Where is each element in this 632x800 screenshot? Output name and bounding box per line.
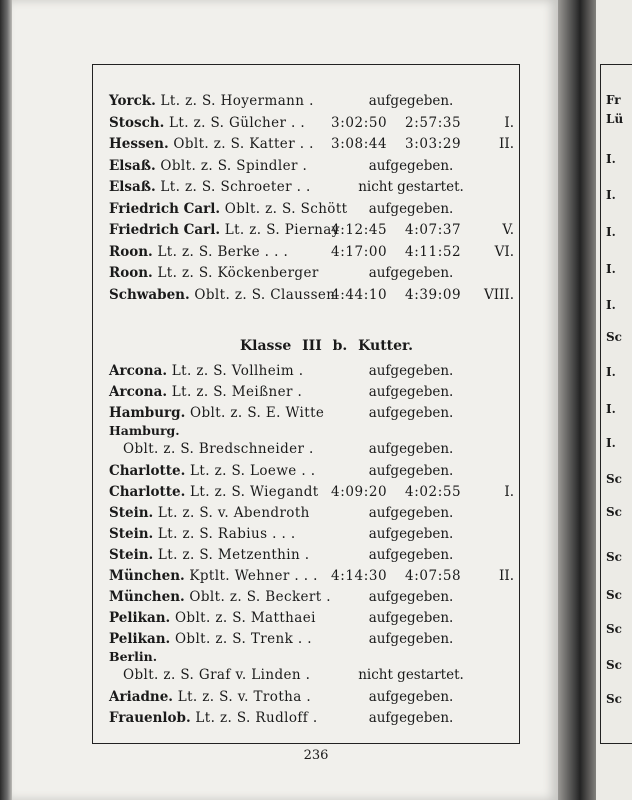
result-row bbox=[109, 262, 519, 284]
officer-name: Oblt. z. S. Claussen bbox=[189, 286, 336, 303]
officer-name: Oblt. z. S. Katter . . bbox=[168, 136, 314, 152]
placing: VI. bbox=[494, 243, 514, 260]
ship-name: Friedrich Carl. bbox=[109, 222, 221, 238]
ship-name: Pelikan. bbox=[109, 610, 171, 626]
right-page-fragment: I. bbox=[606, 436, 616, 450]
right-page-fragment: I. bbox=[606, 402, 616, 416]
ship-name: Arcona. bbox=[109, 363, 168, 379]
result-status: aufgegeben. bbox=[368, 505, 454, 521]
officer-name: Lt. z. S. Rabius . . . bbox=[153, 526, 296, 542]
officer-name: Lt. z. S. Meißner . bbox=[167, 384, 303, 400]
ship-name: Hamburg. bbox=[109, 405, 186, 421]
result-row bbox=[109, 628, 519, 650]
book-spine-left bbox=[0, 0, 12, 800]
result-row bbox=[109, 686, 519, 708]
ship-name: Friedrich Carl. bbox=[109, 200, 221, 217]
officer-name: Oblt. z. S. Bredschneider . bbox=[123, 441, 314, 457]
ship-name: München. bbox=[109, 589, 185, 605]
result-row bbox=[109, 155, 519, 177]
ship-name: Arcona. bbox=[109, 384, 168, 400]
officer-name: Lt. z. S. v. Abendroth bbox=[153, 505, 310, 521]
page-number: 236 bbox=[303, 748, 329, 763]
result-row bbox=[109, 523, 519, 545]
right-page-fragment: I. bbox=[606, 152, 616, 166]
officer-name: Lt. z. S. Metzenthin . bbox=[153, 547, 310, 563]
corrected-time: 4:02:55 bbox=[405, 484, 462, 500]
ship-name: Elsaß. bbox=[109, 157, 156, 174]
result-row bbox=[109, 502, 519, 524]
right-page-fragment: I. bbox=[606, 298, 616, 312]
result-row bbox=[109, 460, 519, 482]
book-gutter bbox=[558, 0, 598, 800]
officer-name: Lt. z. S. v. Trotha . bbox=[173, 689, 312, 705]
officer-name: Oblt. z. S. E. Witte bbox=[185, 405, 325, 421]
result-status: aufgegeben. bbox=[368, 710, 454, 726]
right-page-fragment: Fr bbox=[606, 93, 621, 107]
ship-name: Stosch. bbox=[109, 114, 165, 131]
result-status: aufgegeben. bbox=[368, 157, 454, 174]
right-page-fragment: I. bbox=[606, 188, 616, 202]
result-row bbox=[109, 607, 519, 629]
result-row bbox=[109, 360, 519, 382]
ship-name: Berlin. bbox=[109, 649, 158, 664]
result-row bbox=[109, 586, 519, 608]
right-page-fragment: Sc bbox=[606, 692, 622, 706]
ship-name: Yorck. bbox=[109, 93, 156, 109]
right-page-fragment: I. bbox=[606, 262, 616, 276]
result-status: nicht gestartet. bbox=[358, 179, 464, 195]
elapsed-time: 4:44:10 bbox=[331, 286, 388, 303]
ship-name: Roon. bbox=[109, 243, 153, 260]
elapsed-time: 4:09:20 bbox=[331, 484, 388, 500]
right-page-frame bbox=[600, 64, 632, 744]
result-row bbox=[109, 133, 519, 155]
right-page-fragment: Lü bbox=[606, 112, 624, 126]
corrected-time: 4:11:52 bbox=[405, 243, 462, 260]
right-page-fragment: I. bbox=[606, 365, 616, 379]
officer-name: Lt. z. S. Berke . . . bbox=[152, 243, 289, 260]
elapsed-time: 3:08:44 bbox=[331, 136, 388, 152]
elapsed-time: 3:02:50 bbox=[331, 114, 388, 131]
result-row bbox=[109, 90, 519, 112]
result-status: aufgegeben. bbox=[368, 631, 454, 647]
result-status: aufgegeben. bbox=[368, 384, 454, 400]
result-row bbox=[109, 402, 519, 424]
ship-name: Schwaben. bbox=[109, 286, 190, 303]
elapsed-time: 4:17:00 bbox=[331, 243, 388, 260]
ship-name: Frauenlob. bbox=[109, 710, 191, 726]
officer-name: Oblt. z. S. Trenk . . bbox=[170, 631, 312, 647]
result-row bbox=[109, 284, 519, 306]
officer-name: Oblt. z. S. Schött bbox=[220, 200, 348, 217]
corrected-time: 2:57:35 bbox=[405, 114, 462, 131]
right-page-fragment: Sc bbox=[606, 550, 622, 564]
result-status: aufgegeben. bbox=[368, 265, 454, 281]
result-status: aufgegeben. bbox=[368, 610, 454, 626]
ship-name: Elsaß. bbox=[109, 179, 156, 195]
right-page-fragment: Sc bbox=[606, 472, 622, 486]
corrected-time: 4:07:37 bbox=[405, 222, 462, 238]
officer-name: Lt. z. S. Piernay bbox=[220, 222, 340, 238]
result-row bbox=[109, 650, 519, 686]
result-row bbox=[109, 176, 519, 198]
result-status: aufgegeben. bbox=[368, 93, 454, 109]
right-page-fragment: Sc bbox=[606, 505, 622, 519]
section-heading: Klasse III b. Kutter. bbox=[240, 338, 414, 354]
ship-name: Stein. bbox=[109, 526, 154, 542]
officer-name: Lt. z. S. Loewe . . bbox=[185, 463, 316, 479]
officer-name: Oblt. z. S. Matthaei bbox=[170, 610, 316, 626]
officer-name: Kptlt. Wehner . . . bbox=[184, 568, 318, 584]
result-status: aufgegeben. bbox=[368, 526, 454, 542]
result-status: aufgegeben. bbox=[368, 689, 454, 705]
officer-name: Lt. z. S. Wiegandt bbox=[185, 484, 319, 500]
ship-name: Stein. bbox=[109, 547, 154, 563]
result-row bbox=[109, 219, 519, 241]
corrected-time: 4:39:09 bbox=[405, 286, 462, 303]
officer-name: Lt. z. S. Rudloff . bbox=[190, 710, 318, 726]
result-status: aufgegeben. bbox=[368, 441, 454, 457]
right-page-fragment: Sc bbox=[606, 622, 622, 636]
elapsed-time: 4:12:45 bbox=[331, 222, 388, 238]
elapsed-time: 4:14:30 bbox=[331, 568, 388, 584]
result-row bbox=[109, 381, 519, 403]
officer-name: Oblt. z. S. Spindler . bbox=[155, 157, 308, 174]
result-status: aufgegeben. bbox=[368, 405, 454, 421]
ship-name: Hessen. bbox=[109, 136, 169, 152]
result-row bbox=[109, 198, 519, 220]
result-row bbox=[109, 241, 519, 263]
result-status: aufgegeben. bbox=[368, 547, 454, 563]
officer-name: Lt. z. S. Gülcher . . bbox=[164, 114, 306, 131]
result-row bbox=[109, 707, 519, 729]
ship-name: Pelikan. bbox=[109, 631, 171, 647]
ship-name: Charlotte. bbox=[109, 463, 186, 479]
result-row bbox=[109, 565, 519, 587]
ship-name: Charlotte. bbox=[109, 484, 186, 500]
result-status: nicht gestartet. bbox=[358, 667, 464, 683]
ship-name: Ariadne. bbox=[109, 689, 174, 705]
officer-name: Oblt. z. S. Beckert . bbox=[184, 589, 331, 605]
placing: II. bbox=[499, 136, 514, 152]
officer-name: Lt. z. S. Vollheim . bbox=[167, 363, 304, 379]
result-status: aufgegeben. bbox=[368, 363, 454, 379]
corrected-time: 3:03:29 bbox=[405, 136, 462, 152]
ship-name: Stein. bbox=[109, 505, 154, 521]
right-page-fragment: Sc bbox=[606, 330, 622, 344]
placing: I. bbox=[504, 114, 514, 131]
result-status: aufgegeben. bbox=[368, 589, 454, 605]
result-row bbox=[109, 424, 519, 460]
result-row bbox=[109, 481, 519, 503]
officer-name: Oblt. z. S. Graf v. Linden . bbox=[123, 667, 311, 683]
right-page-fragment: I. bbox=[606, 225, 616, 239]
corrected-time: 4:07:58 bbox=[405, 568, 462, 584]
placing: II. bbox=[499, 568, 514, 584]
ship-name: Hamburg. bbox=[109, 423, 180, 438]
right-page-fragment: Sc bbox=[606, 588, 622, 602]
result-row bbox=[109, 112, 519, 134]
result-row bbox=[109, 544, 519, 566]
placing: VIII. bbox=[483, 286, 514, 303]
officer-name: Lt. z. S. Schroeter . . bbox=[155, 179, 311, 195]
result-status: aufgegeben. bbox=[368, 463, 454, 479]
officer-name: Lt. z. S. Köckenberger bbox=[152, 265, 319, 281]
result-status: aufgegeben. bbox=[368, 200, 454, 217]
placing: V. bbox=[502, 222, 514, 238]
right-page-fragment: Sc bbox=[606, 658, 622, 672]
placing: I. bbox=[504, 484, 514, 500]
officer-name: Lt. z. S. Hoyermann . bbox=[155, 93, 314, 109]
ship-name: Roon. bbox=[109, 265, 153, 281]
ship-name: München. bbox=[109, 568, 185, 584]
